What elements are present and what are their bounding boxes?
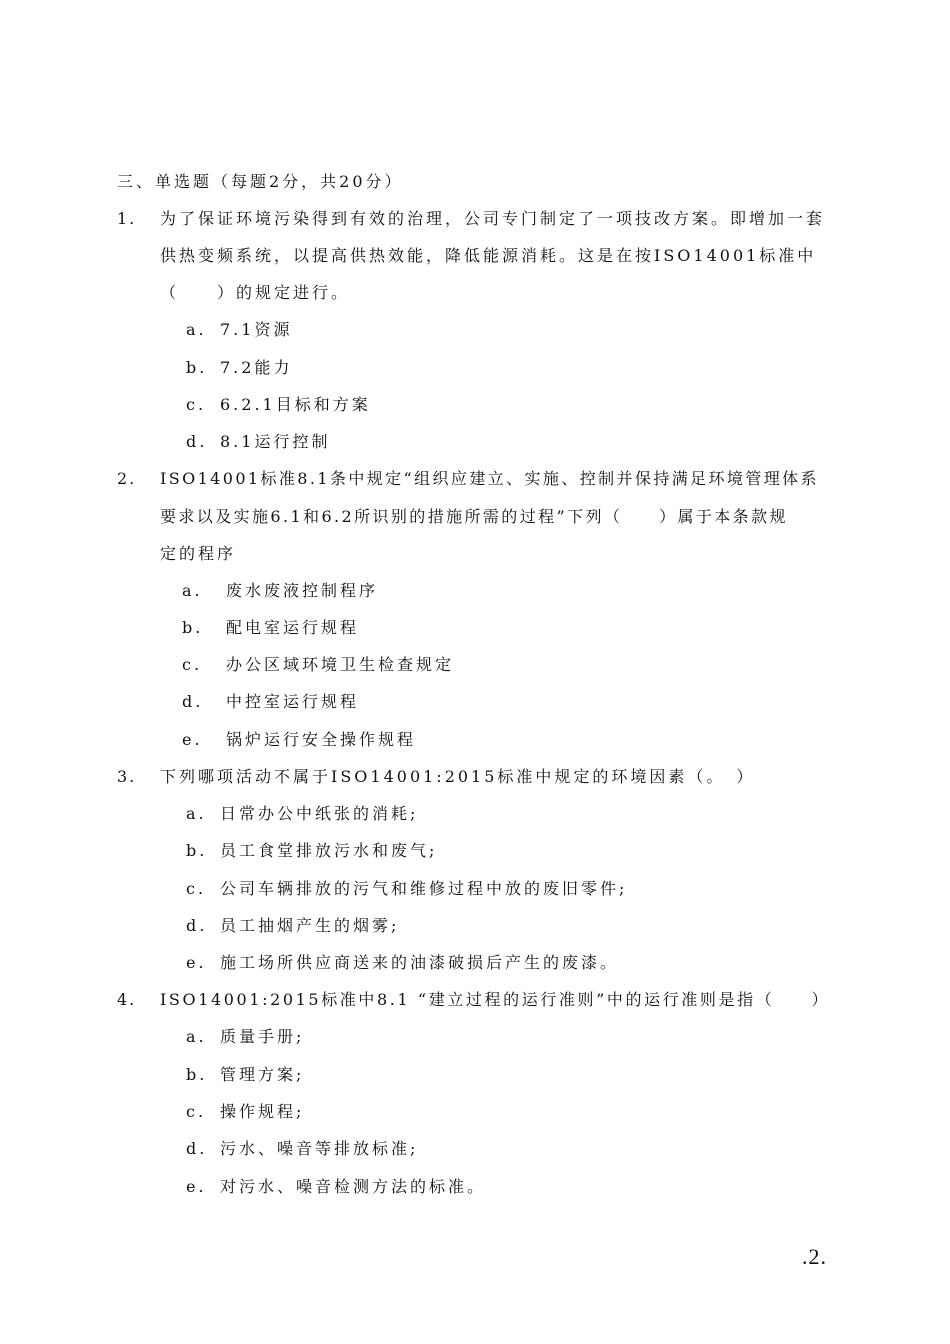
option-item xyxy=(186,1177,486,1197)
question-number: 1. xyxy=(117,209,137,228)
question-number: 3. xyxy=(117,767,137,786)
option-text: 锅炉运行安全操作规程 xyxy=(226,730,417,749)
question-text-line: 要求以及实施6.1和6.2所识别的措施所需的过程”下列（ ）属于本条款规 xyxy=(160,507,788,526)
option-letter: c. xyxy=(182,655,203,674)
option-item xyxy=(186,879,627,899)
question-text-line: ISO14001:2015标准中8.1 “建立过程的运行准则”中的运行准则是指（ ） xyxy=(160,990,831,1009)
option-letter: c. xyxy=(186,395,207,414)
option-item xyxy=(186,916,399,936)
option-text: 日常办公中纸张的消耗; xyxy=(220,804,419,823)
option-text: 8.1运行控制 xyxy=(220,432,331,451)
page-number: .2. xyxy=(802,1244,827,1269)
option-item xyxy=(186,358,292,378)
option-letter: b. xyxy=(182,618,204,637)
option-item xyxy=(186,841,437,861)
question-text-line: 为了保证环境污染得到有效的治理，公司专门制定了一项技改方案。即增加一套 xyxy=(160,209,826,228)
option-text: 员工抽烟产生的烟雾; xyxy=(220,916,400,935)
option-text: 施工场所供应商送来的油漆破损后产生的废漆。 xyxy=(220,953,620,972)
option-letter: e. xyxy=(186,1177,207,1196)
question-number: 2. xyxy=(117,469,137,488)
option-text: 污水、噪音等排放标准; xyxy=(220,1139,419,1158)
question-text-line: （ ）的规定进行。 xyxy=(160,283,351,302)
option-item xyxy=(186,432,330,452)
question-text-line: 定的程序 xyxy=(160,544,237,563)
option-letter: b. xyxy=(186,1065,208,1084)
option-text: 6.2.1目标和方案 xyxy=(220,395,371,414)
option-text: 员工食堂排放污水和废气; xyxy=(220,841,438,860)
option-text: 对污水、噪音检测方法的标准。 xyxy=(220,1177,487,1196)
option-letter: d. xyxy=(186,1139,208,1158)
option-item xyxy=(182,618,359,638)
option-letter: a. xyxy=(182,581,203,600)
option-letter: a. xyxy=(186,804,207,823)
option-item xyxy=(182,730,416,750)
option-item xyxy=(186,1102,304,1122)
option-text: 中控室运行规程 xyxy=(226,692,360,711)
option-text: 操作规程; xyxy=(220,1102,305,1121)
option-letter: e. xyxy=(182,730,203,749)
option-item xyxy=(186,395,371,415)
option-item xyxy=(186,1139,418,1159)
option-letter: a. xyxy=(186,320,207,339)
option-letter: b. xyxy=(186,841,208,860)
option-text: 7.1资源 xyxy=(220,320,293,339)
option-text: 管理方案; xyxy=(220,1065,305,1084)
section-title: 三、单选题（每题2分，共20分） xyxy=(117,172,404,191)
option-letter: b. xyxy=(186,358,208,377)
option-item xyxy=(182,581,378,601)
question-number: 4. xyxy=(117,990,137,1009)
option-item xyxy=(182,655,454,675)
question-text-line: 供热变频系统，以提高供热效能，降低能源消耗。这是在按ISO14001标准中 xyxy=(160,246,817,265)
option-letter: d. xyxy=(182,692,204,711)
option-letter: d. xyxy=(186,432,208,451)
option-text: 废水废液控制程序 xyxy=(226,581,379,600)
option-text: 质量手册; xyxy=(220,1027,305,1046)
option-item xyxy=(186,953,619,973)
option-item xyxy=(186,1027,304,1047)
option-letter: a. xyxy=(186,1027,207,1046)
question-text-line: 下列哪项活动不属于ISO14001:2015标准中规定的环境因素（。 ） xyxy=(160,767,756,786)
option-item xyxy=(182,692,359,712)
option-letter: c. xyxy=(186,879,207,898)
option-item xyxy=(186,320,292,340)
option-letter: c. xyxy=(186,1102,207,1121)
option-item xyxy=(186,804,418,824)
option-text: 办公区域环境卫生检查规定 xyxy=(226,655,455,674)
option-text: 公司车辆排放的污气和维修过程中放的废旧零件; xyxy=(220,879,628,898)
option-letter: e. xyxy=(186,953,207,972)
option-text: 配电室运行规程 xyxy=(226,618,360,637)
option-item xyxy=(186,1065,304,1085)
question-text-line: ISO14001标准8.1条中规定“组织应建立、实施、控制并保持满足环境管理体系 xyxy=(160,469,819,488)
option-text: 7.2能力 xyxy=(220,358,293,377)
option-letter: d. xyxy=(186,916,208,935)
